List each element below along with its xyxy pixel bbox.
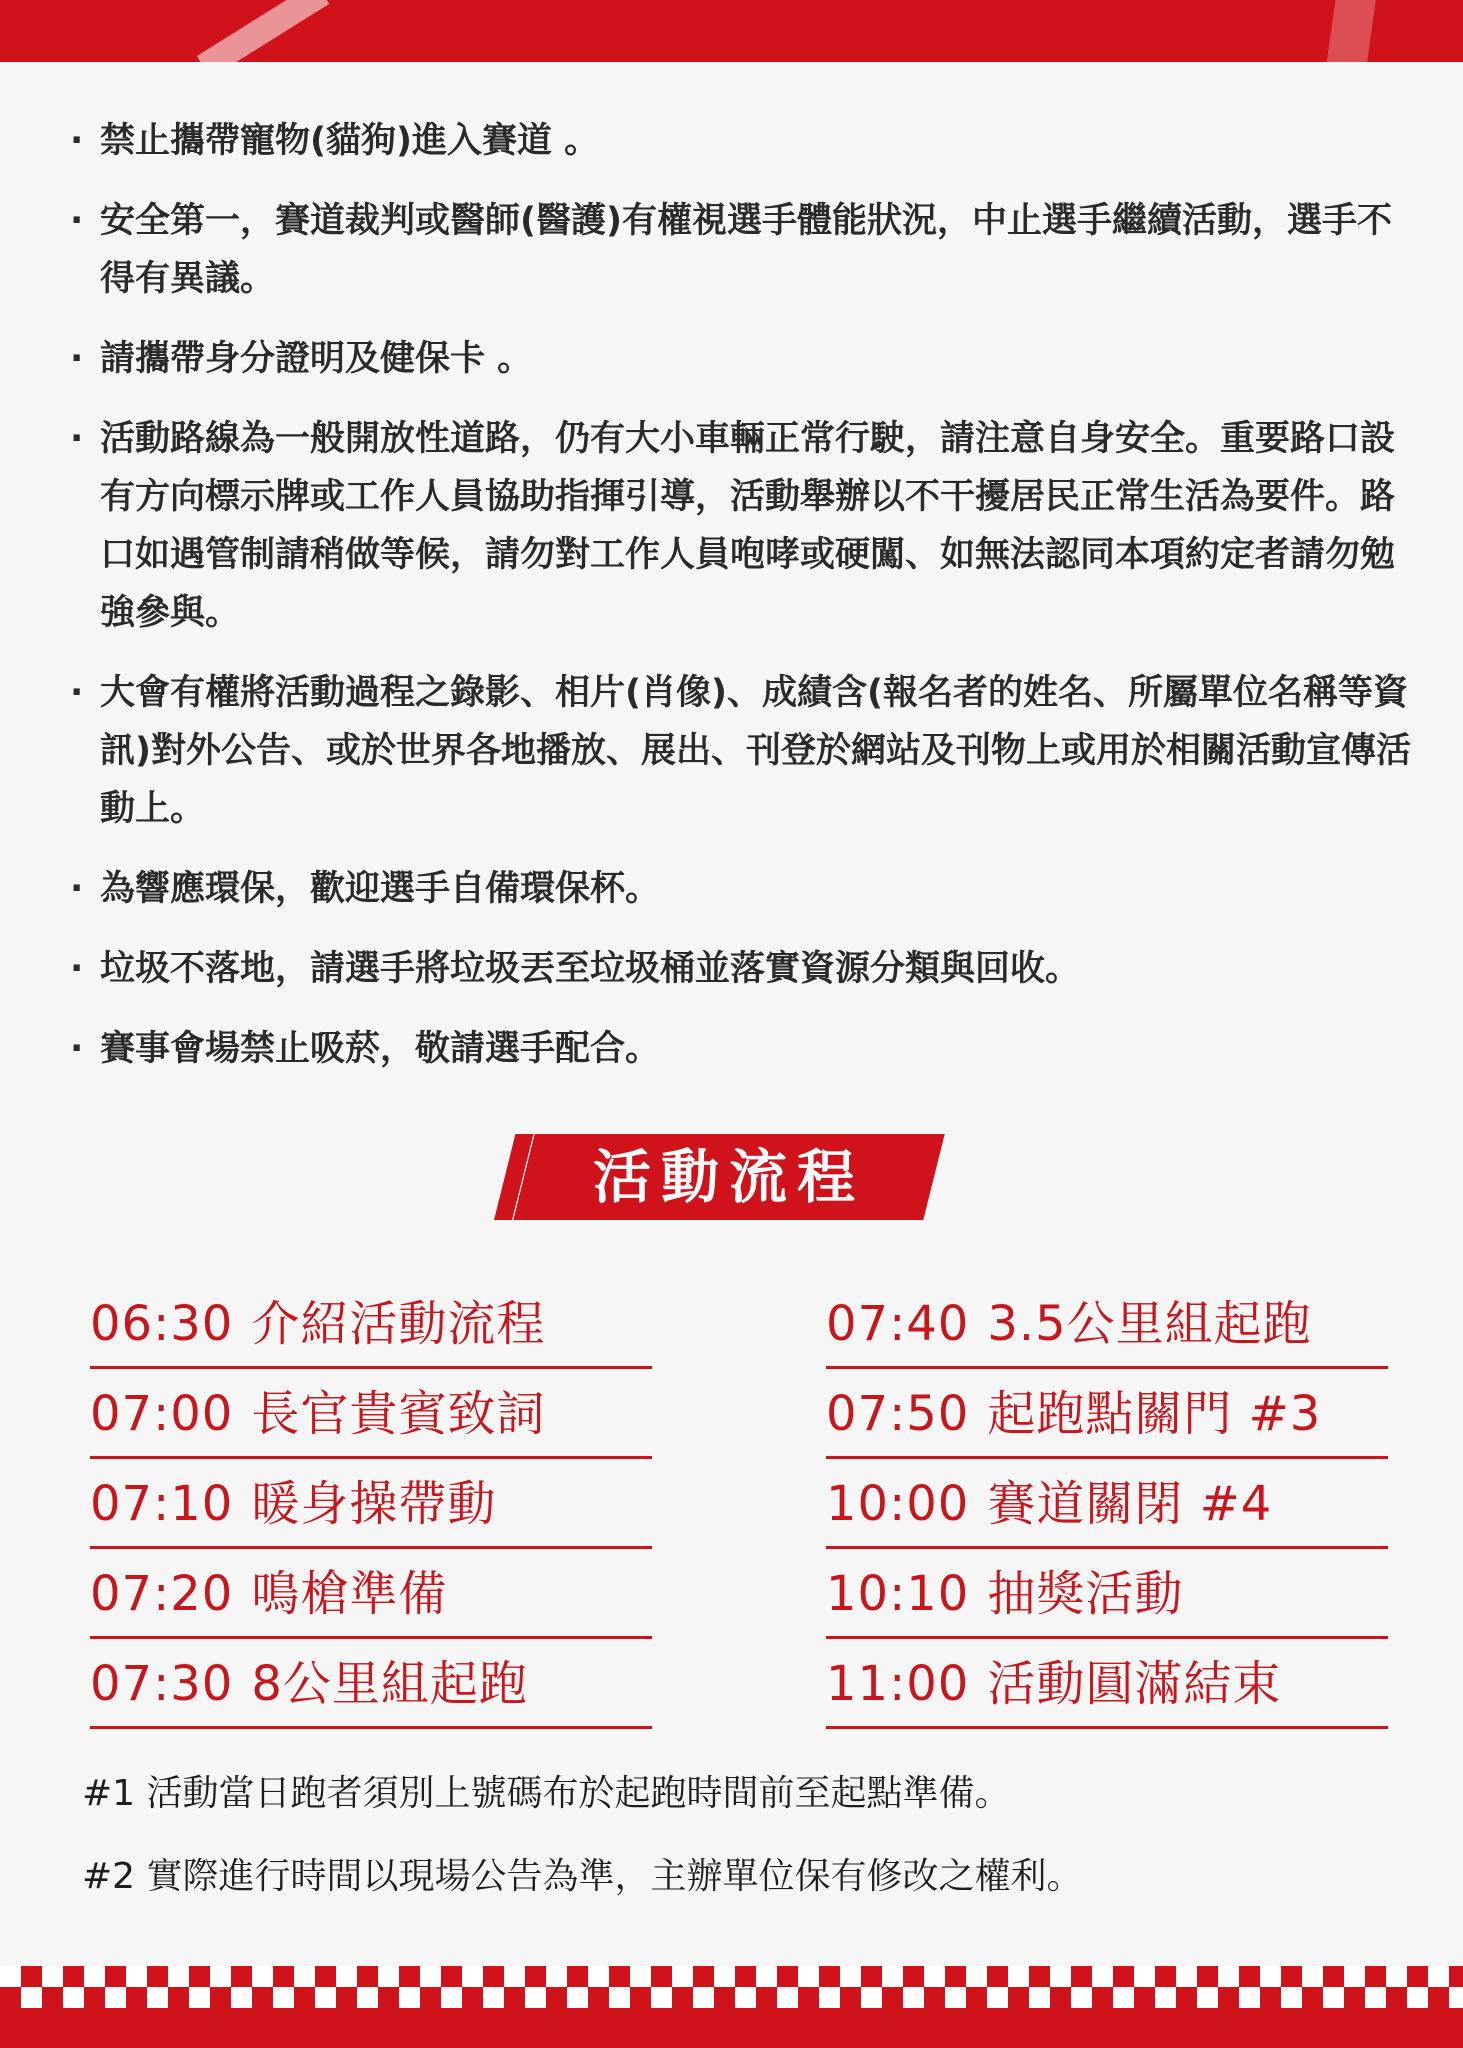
bullet: · [70, 1029, 84, 1069]
checker-square [1428, 1966, 1449, 1987]
top-banner [0, 0, 1463, 62]
schedule-item [90, 1462, 652, 1549]
checker-square [1344, 1966, 1365, 1987]
checker-square [882, 1966, 903, 1987]
rule-text: 請攜帶身分證明及健保卡 。 [100, 339, 533, 379]
section-title-banner [480, 1134, 950, 1220]
checker-square [609, 1987, 630, 2008]
banner-streak [197, 0, 330, 62]
rule-item [70, 192, 1420, 308]
rule-item [70, 410, 1420, 642]
schedule-item [90, 1642, 652, 1729]
schedule-time: 07:10 [90, 1476, 234, 1532]
checker-square [441, 1987, 462, 2008]
checker-square [315, 1987, 336, 2008]
rule-item [70, 860, 1420, 918]
checker-square [777, 1987, 798, 2008]
checker-square [567, 1987, 588, 2008]
rule-text: 大會有權將活動過程之錄影、相片(肖像)、成績含(報名者的姓名、所屬單位名稱等資訊)對外公告、或於世界各地播放、展出、刊登於網站及刊物上或用於相關活動宣傳活動上。 [100, 673, 1411, 829]
schedule-item [826, 1642, 1388, 1729]
checker-square [945, 1987, 966, 2008]
checker-square [546, 1966, 567, 1987]
schedule-time: 07:50 [826, 1386, 970, 1442]
bullet: · [70, 419, 84, 459]
schedule-time: 11:00 [826, 1656, 970, 1712]
schedule-time: 07:30 [90, 1656, 234, 1712]
schedule-event: 暖身操帶動 [251, 1476, 497, 1532]
checker-square [1407, 1987, 1428, 2008]
checker-square [252, 1966, 273, 1987]
checker-square [1239, 1987, 1260, 2008]
checker-square [105, 1987, 126, 2008]
checker-square [714, 1966, 735, 1987]
rule-item [70, 940, 1420, 998]
schedule-item [90, 1372, 652, 1459]
checker-square [21, 1987, 42, 2008]
checker-square [798, 1966, 819, 1987]
rule-text: 安全第一，賽道裁判或醫師(醫護)有權視選手體能狀況，中止選手繼續活動，選手不得有異議。 [100, 201, 1392, 299]
checker-square [819, 1987, 840, 2008]
checker-square [966, 1966, 987, 1987]
checker-square [924, 1966, 945, 1987]
schedule-event: 鳴槍準備 [251, 1566, 448, 1622]
checker-square [861, 1987, 882, 2008]
checker-square [273, 1987, 294, 2008]
checker-square [126, 1966, 147, 1987]
checker-square [1092, 1966, 1113, 1987]
checker-square [1302, 1966, 1323, 1987]
schedule-item [90, 1282, 652, 1369]
schedule-event: 抽獎活動 [987, 1566, 1184, 1622]
checker-square [504, 1966, 525, 1987]
rule-item [70, 112, 1420, 170]
checker-square [336, 1966, 357, 1987]
rule-text: 賽事會場禁止吸菸，敬請選手配合。 [100, 1029, 661, 1069]
checker-square [735, 1987, 756, 2008]
footnotes [82, 1770, 1382, 1936]
checker-square [1176, 1966, 1197, 1987]
checker-square [462, 1966, 483, 1987]
checker-square [420, 1966, 441, 1987]
schedule-item [826, 1552, 1388, 1639]
schedule-time: 07:40 [826, 1296, 970, 1352]
checker-square [1386, 1966, 1407, 1987]
checker-square [1008, 1966, 1029, 1987]
schedule-event: 活動圓滿結束 [987, 1656, 1282, 1712]
checker-square [1218, 1966, 1239, 1987]
checker-square [1260, 1966, 1281, 1987]
rule-text: 活動路線為一般開放性道路，仍有大小車輛正常行駛，請注意自身安全。重要路口設有方向標示牌或工作人員協助指揮引導，活動舉辦以不干擾居民正常生活為要件。路口如遇管制請稍做等候，請勿對工作人員咆哮或硬闖、如無法認同本項約定者請勿勉強參與。 [100, 419, 1396, 633]
footnote: #2 實際進行時間以現場公告為準，主辦單位保有修改之權利。 [82, 1856, 1083, 1897]
schedule-event: 介紹活動流程 [251, 1296, 546, 1352]
checker-square [483, 1987, 504, 2008]
checker-square [378, 1966, 399, 1987]
checker-square [210, 1966, 231, 1987]
rule-item [70, 664, 1420, 838]
schedule-event: 起跑點關門 #3 [987, 1386, 1322, 1442]
bullet: · [70, 869, 84, 909]
checker-square [0, 1966, 21, 1987]
bullet: · [70, 201, 84, 241]
checker-square [1449, 1987, 1463, 2008]
schedule-time: 10:10 [826, 1566, 970, 1622]
schedule-time: 06:30 [90, 1296, 234, 1352]
checker-square [63, 1987, 84, 2008]
checker-square [525, 1987, 546, 2008]
checker-square [1029, 1987, 1050, 2008]
footnote: #1 活動當日跑者須別上號碼布於起跑時間前至起點準備。 [82, 1773, 1011, 1814]
checker-square [1134, 1966, 1155, 1987]
bullet: · [70, 949, 84, 989]
checker-square [672, 1966, 693, 1987]
schedule-time: 07:20 [90, 1566, 234, 1622]
bullet: · [70, 121, 84, 161]
checker-square [1113, 1987, 1134, 2008]
checker-square [168, 1966, 189, 1987]
banner-streak [1322, 0, 1378, 62]
checker-square [84, 1966, 105, 1987]
schedule-item [90, 1552, 652, 1639]
checker-square [1071, 1987, 1092, 2008]
checker-square [1155, 1987, 1176, 2008]
checker-square [147, 1987, 168, 2008]
section-title: 活動流程 [592, 1143, 865, 1211]
checker-square [693, 1987, 714, 2008]
checker-square [588, 1966, 609, 1987]
checker-square [1281, 1987, 1302, 2008]
schedule-item [826, 1282, 1388, 1369]
checker-square [1365, 1987, 1386, 2008]
checker-square [840, 1966, 861, 1987]
checkered-flag-strip [0, 1966, 1463, 2048]
checker-square [630, 1966, 651, 1987]
schedule-left-column [90, 1282, 652, 1732]
rule-item [70, 1020, 1420, 1078]
rule-item [70, 330, 1420, 388]
schedule-right-column [826, 1282, 1388, 1732]
checker-square [231, 1987, 252, 2008]
rule-text: 禁止攜帶寵物(貓狗)進入賽道 。 [100, 121, 600, 161]
schedule-event: 8公里組起跑 [251, 1656, 528, 1712]
rule-text: 垃圾不落地，請選手將垃圾丟至垃圾桶並落實資源分類與回收。 [100, 949, 1081, 989]
checker-square [42, 1966, 63, 1987]
schedule-time: 07:00 [90, 1386, 234, 1442]
bullet: · [70, 673, 84, 713]
schedule-event: 賽道關閉 #4 [987, 1476, 1273, 1532]
rules-list [70, 112, 1420, 1100]
schedule-item [826, 1462, 1388, 1549]
checker-square [1050, 1966, 1071, 1987]
bullet: · [70, 339, 84, 379]
checker-square [987, 1987, 1008, 2008]
schedule-event: 3.5公里組起跑 [987, 1296, 1312, 1352]
checker-square [357, 1987, 378, 2008]
schedule-event: 長官貴賓致詞 [251, 1386, 546, 1442]
schedule-time: 10:00 [826, 1476, 970, 1532]
checker-square [294, 1966, 315, 1987]
checker-square [651, 1987, 672, 2008]
checker-square [1197, 1987, 1218, 2008]
checker-square [399, 1987, 420, 2008]
checker-square [1323, 1987, 1344, 2008]
schedule-item [826, 1372, 1388, 1459]
checker-square [903, 1987, 924, 2008]
rule-text: 為響應環保，歡迎選手自備環保杯。 [100, 869, 661, 909]
checker-square [756, 1966, 777, 1987]
checker-square [189, 1987, 210, 2008]
